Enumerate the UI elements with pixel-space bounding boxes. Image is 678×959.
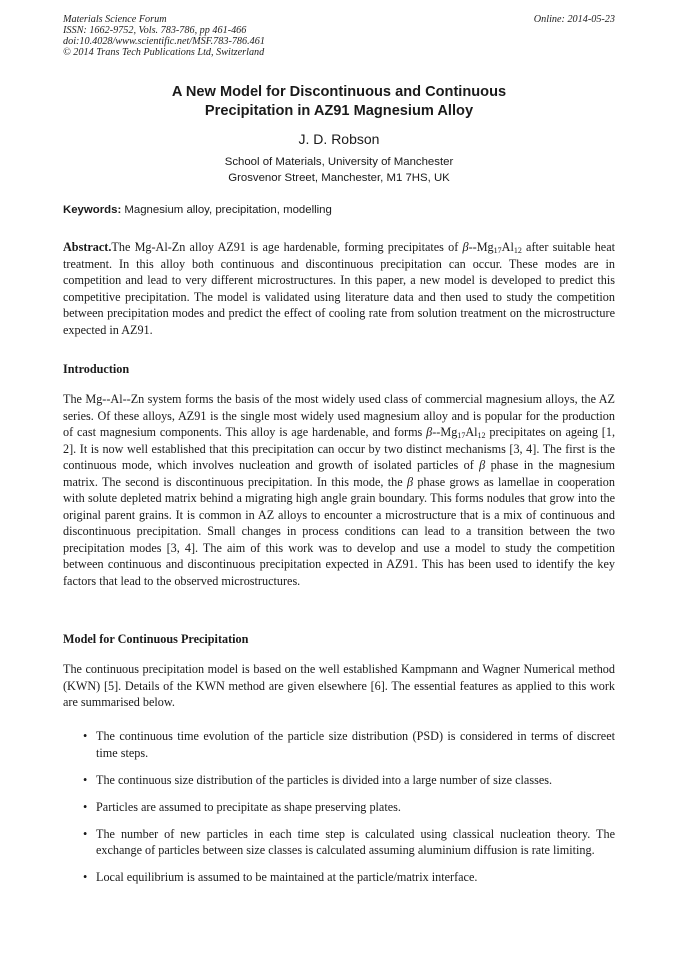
list-item-text: The number of new particles in each time step is calculated using classical nucleation theory. The exchange of particles between size classes is calculated assuming aluminium diffusion is rate limiting. [96,826,615,857]
title-line-1: A New Model for Discontinuous and Continuous [171,84,507,100]
list-item-text: The continuous size distribution of the particles is divided into a large number of size classes. [96,772,553,787]
list-item [63,799,615,816]
beta-symbol: β [426,425,433,439]
bullet-icon: • [83,799,88,814]
keywords-label: Keywords: [63,204,122,216]
beta-symbol: β [462,240,469,254]
abstract [63,239,615,338]
intro-text: phase in the magnesium matrix. The second is discontinuous precipitation. In this mode, the [63,458,616,489]
list-item [63,772,615,789]
intro-text: precipitates on ageing [1, 2]. It is now well established that this precipitation can occur by two distinct mechanisms [3, 4]. The first is the continuous mode, which involves nucleation and growth of isolated particles of [63,425,616,472]
title-line-2: Precipitation in AZ91 Magnesium Alloy [204,103,474,119]
introduction-heading: Introduction [63,362,130,376]
author-name: J. D. Robson [298,131,380,147]
paper-title [63,83,615,121]
list-item [63,826,615,859]
list-item [63,728,615,761]
introduction-paragraph [63,391,615,589]
list-item [63,869,615,886]
subscript: 12 [513,246,522,255]
abstract-text: Al [501,240,514,254]
list-item-text: The continuous time evolution of the particle size distribution (PSD) is considered in terms of discreet time steps. [96,729,615,760]
doi-line: doi:10.4028/www.scientific.net/MSF.783-786.461 [63,36,265,47]
bullet-icon: • [83,729,88,743]
copyright-line: © 2014 Trans Tech Publications Ltd, Switzerland [63,47,265,58]
intro-text: The Mg--Al--Zn system forms the basis of the most widely used class of commercial magnesium alloys, the AZ series. Of these alloys, AZ91 is the single most widely used magnesium alloy and is popular for the production of cast magnesium components. This alloy is age hardenable, and forms [63,392,615,439]
subscript: 12 [477,431,486,440]
affiliation [63,155,615,186]
model-heading: Model for Continuous Precipitation [63,632,249,646]
abstract-text: --Mg [468,240,494,254]
model-intro-paragraph: The continuous precipitation model is based on the well established Kampmann and Wagner Numerical method (KWN) [5]. Details of the KWN method are given elsewhere [6]. The essential features as applied to this work are summarised below. [63,662,615,709]
journal-header [63,14,615,58]
issn-line: ISSN: 1662-9752, Vols. 783-786, pp 461-466 [63,25,247,36]
abstract-text: after suitable heat treatment. In this alloy both continuous and discontinuous precipitation can occur. These modes are in competition and lead to very different microstructures. In this paper, a new model is developed to predict this competitive precipitation. The model is validated using literature data and then used to study the competition between precipitation modes and predict the effect of cooling rate from solution treatment on the microstructure expected in AZ91. [63,240,616,337]
subscript: 17 [457,431,466,440]
affiliation-line-1: School of Materials, University of Manchester [224,156,454,168]
beta-symbol: β [406,474,414,489]
bullet-icon: • [83,826,88,841]
online-date: Online: 2014-05-23 [533,14,615,25]
intro-text: Al [465,425,478,439]
keywords-text: Magnesium alloy, precipitation, modelling [121,204,332,216]
affiliation-line-2: Grosvenor Street, Manchester, M1 7HS, UK [228,171,450,184]
list-item-text: Local equilibrium is assumed to be maintained at the particle/matrix interface. [96,870,478,884]
list-item-text: Particles are assumed to precipitate as shape preserving plates. [96,799,401,814]
features-list [63,728,615,896]
bullet-icon: • [83,772,88,787]
keywords [63,203,615,217]
intro-text: --Mg [432,425,458,439]
journal-name: Materials Science Forum [63,14,167,25]
intro-text: phase grows as lamellae in cooperation with solute depleted matrix behind a migrating high angle grain boundary. This forms nodules that grow into the original parent grains. It is common in AZ alloys to encounter a microstructure that is a mix of continuous and discontinuous precipitation. Small changes in process conditions can lead to a transition between the two precipitation modes [3, 4]. The aim of this work was to develop and use a model to study the competition between continuous and discontinuous precipitation expected in AZ91. This has been used to identify the key factors that lead to the observed microstructures. [63,474,615,588]
bullet-icon: • [83,870,88,884]
subscript: 17 [493,246,502,255]
abstract-text: The Mg-Al-Zn alloy AZ91 is age hardenable, forming precipitates of [111,240,463,254]
beta-symbol: β [479,458,486,472]
abstract-label: Abstract. [63,240,112,254]
